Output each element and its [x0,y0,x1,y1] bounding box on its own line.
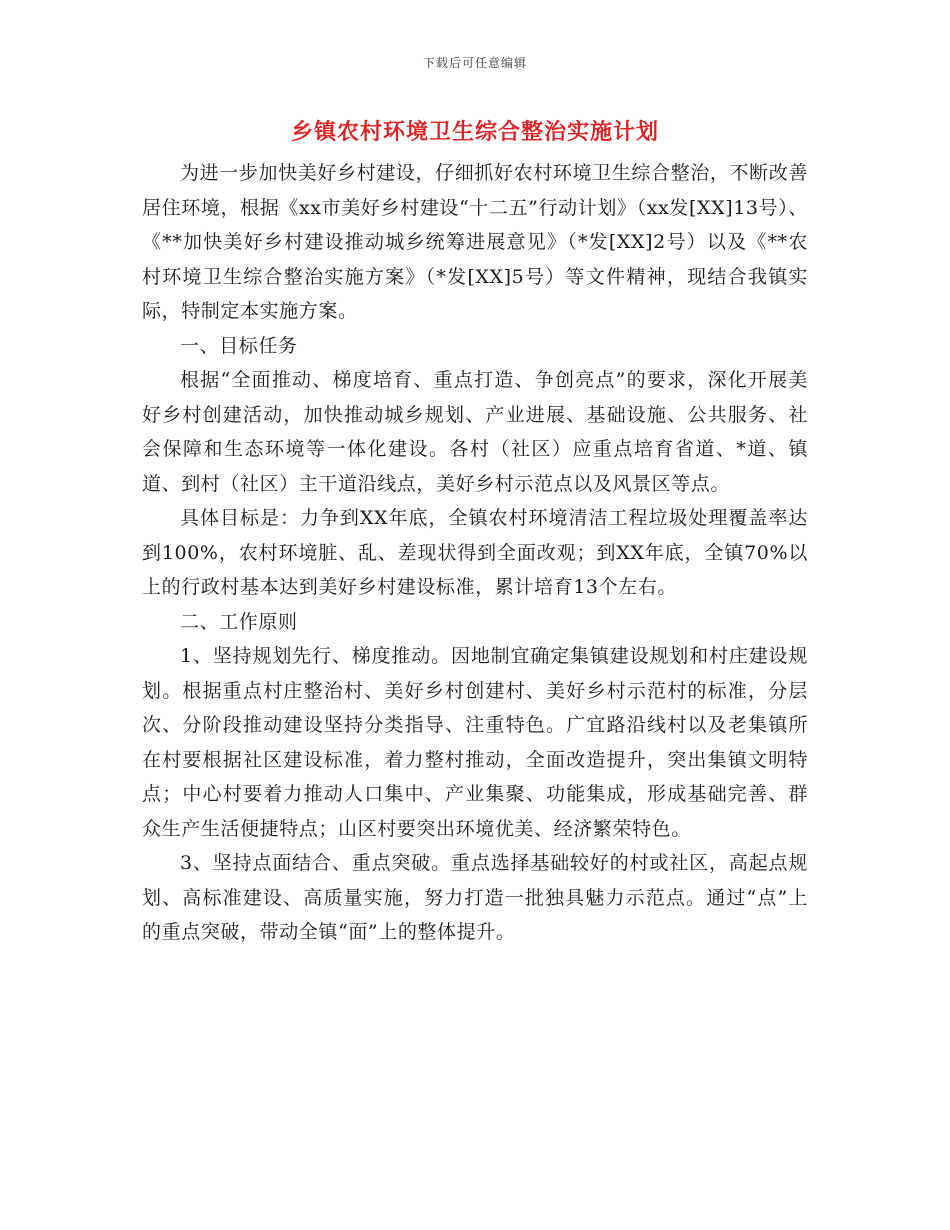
paragraph-specific-targets: 具体目标是：力争到XX年底，全镇农村环境清洁工程垃圾处理覆盖率达到100%，农村环境脏、乱、差现状得到全面改观；到XX年底，全镇70%以上的行政村基本达到美好乡村建设标准，累计培育13个左右。 [142,507,808,598]
header-note: 下载后可任意编辑 [422,56,527,70]
section-heading-goals: 一、目标任务 [180,334,298,357]
paragraph-intro: 为进一步加快美好乡村建设，仔细抓好农村环境卫生综合整治，不断改善居住环境，根据《xx市美好乡村建设“十二五”行动计划》（xx发[XX]13号）、《**加快美好乡村建设推动城乡统筹进展意见》（*发[XX]2号）以及《**农村环境卫生综合整治实施方案》（*发[XX]5号）等文件精神，现结合我镇实际，特制定本实施方案。 [142,162,808,322]
document-title: 乡镇农村环境卫生综合整治实施计划 [290,120,659,145]
paragraph-principle-1: 1、坚持规划先行、梯度推动。因地制宜确定集镇建设规划和村庄建设规划。根据重点村庄整治村、美好乡村创建村、美好乡村示范村的标准，分层次、分阶段推动建设坚持分类指导、注重特色。广宜路沿线村以及老集镇所在村要根据社区建设标准，着力整村推动，全面改造提升，突出集镇文明特点；中心村要着力推动人口集中、产业集聚、功能集成，形成基础完善、群众生产生活便捷特点；山区村要突出环境优美、经济繁荣特色。 [142,645,808,840]
paragraph-goals: 根据“全面推动、梯度培育、重点打造、争创亮点”的要求，深化开展美好乡村创建活动，加快推动城乡规划、产业进展、基础设施、公共服务、社会保障和生态环境等一体化建设。各村（社区）应重点培育省道、*道、镇道、到村（社区）主干道沿线点，美好乡村示范点以及风景区等点。 [142,369,808,495]
document-body [142,156,808,950]
paragraph-principle-3: 3、坚持点面结合、重点突破。重点选择基础较好的村或社区，高起点规划、高标准建设、高质量实施，努力打造一批独具魅力示范点。通过“点”上的重点突破，带动全镇“面”上的整体提升。 [142,852,808,943]
section-heading-principles: 二、工作原则 [180,610,298,633]
